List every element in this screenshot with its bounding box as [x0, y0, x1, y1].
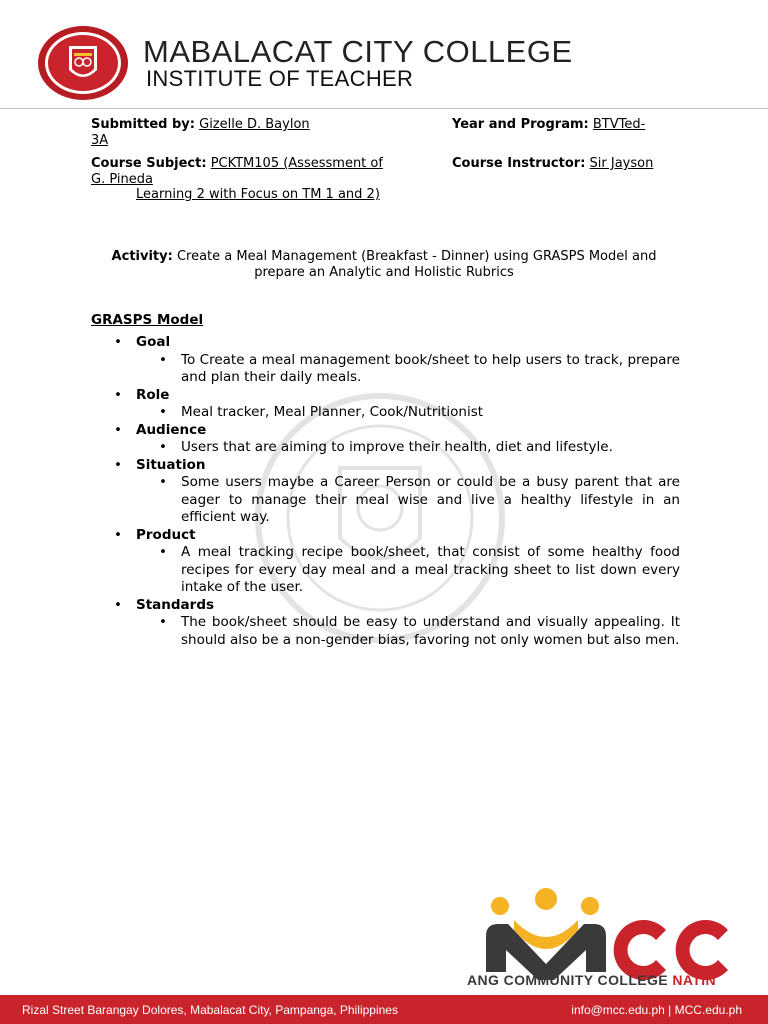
submitted-by-label: Submitted by:	[91, 117, 195, 132]
grasps-title: GRASPS Model	[91, 312, 204, 328]
year-value: BTVTed-	[592, 117, 646, 132]
course-subject	[91, 156, 411, 203]
activity-label: Activity:	[111, 249, 173, 264]
college-name: MABALACAT CITY COLLEGE	[143, 34, 573, 69]
mcc-tagline-main: ANG COMMUNITY COLLEGE	[467, 972, 673, 988]
instructor-value: Sir Jayson	[589, 156, 654, 171]
grasps-role	[114, 387, 680, 422]
submitted-by	[91, 117, 336, 148]
grasps-product	[114, 527, 680, 597]
submitted-by-value-cont: 3A	[91, 132, 109, 148]
submitted-by-value: Gizelle D. Baylon	[199, 117, 310, 132]
grasps-description: • Some users maybe a Career Person or could be a busy parent that are eager to manage their meal wise and live a healthy lifestyle in an efficient way.	[181, 474, 680, 527]
grasps-heading: • Role	[114, 387, 680, 405]
grasps-heading: • Standards	[114, 597, 680, 615]
instructor-label: Course Instructor:	[452, 156, 586, 171]
institute-name: INSTITUTE OF TEACHER	[146, 66, 414, 91]
grasps-standards	[114, 597, 680, 650]
grasps-heading: • Situation	[114, 457, 680, 475]
mcc-tagline	[467, 972, 716, 988]
grasps-heading: • Product	[114, 527, 680, 545]
grasps-description: • Users that are aiming to improve their health, diet and lifestyle.	[181, 439, 680, 457]
mcc-tagline-accent: NATIN	[672, 972, 717, 988]
grasps-situation	[114, 457, 680, 527]
footer-address: Rizal Street Barangay Dolores, Mabalacat City, Pampanga, Philippines	[22, 1003, 398, 1017]
year-label: Year and Program:	[452, 117, 589, 132]
grasps-description: • The book/sheet should be easy to understand and visually appealing. It should also be a non-gender bias, favoring not only women but also men.	[181, 614, 680, 649]
activity-statement	[88, 249, 680, 280]
grasps-goal	[114, 334, 680, 387]
footer-bar	[0, 995, 768, 1024]
activity-text: Create a Meal Management (Breakfast - Dinner) using GRASPS Model and prepare an Analytic and Holistic Rubrics	[176, 249, 657, 280]
footer-contact[interactable]: info@mcc.edu.ph | MCC.edu.ph	[571, 1003, 742, 1017]
course-value-line2: G. Pineda	[91, 171, 153, 187]
course-value-line3: Learning 2 with Focus on TM 1 and 2)	[136, 187, 380, 202]
header-divider	[0, 108, 768, 109]
college-seal-logo	[36, 24, 130, 102]
year-and-program	[452, 117, 682, 133]
course-value: PCKTM105 (Assessment of	[210, 156, 383, 171]
grasps-heading: • Audience	[114, 422, 680, 440]
course-instructor	[452, 156, 682, 172]
grasps-list	[114, 334, 680, 649]
grasps-description: • Meal tracker, Meal Planner, Cook/Nutritionist	[181, 404, 680, 422]
letterhead	[0, 0, 768, 108]
course-label: Course Subject:	[91, 156, 207, 171]
grasps-description: • To Create a meal management book/sheet to help users to track, prepare and plan their daily meals.	[181, 352, 680, 387]
grasps-heading: • Goal	[114, 334, 680, 352]
grasps-audience	[114, 422, 680, 457]
grasps-description: • A meal tracking recipe book/sheet, that consist of some healthy food recipes for every day meal and a meal tracking sheet to list down every intake of the user.	[181, 544, 680, 597]
